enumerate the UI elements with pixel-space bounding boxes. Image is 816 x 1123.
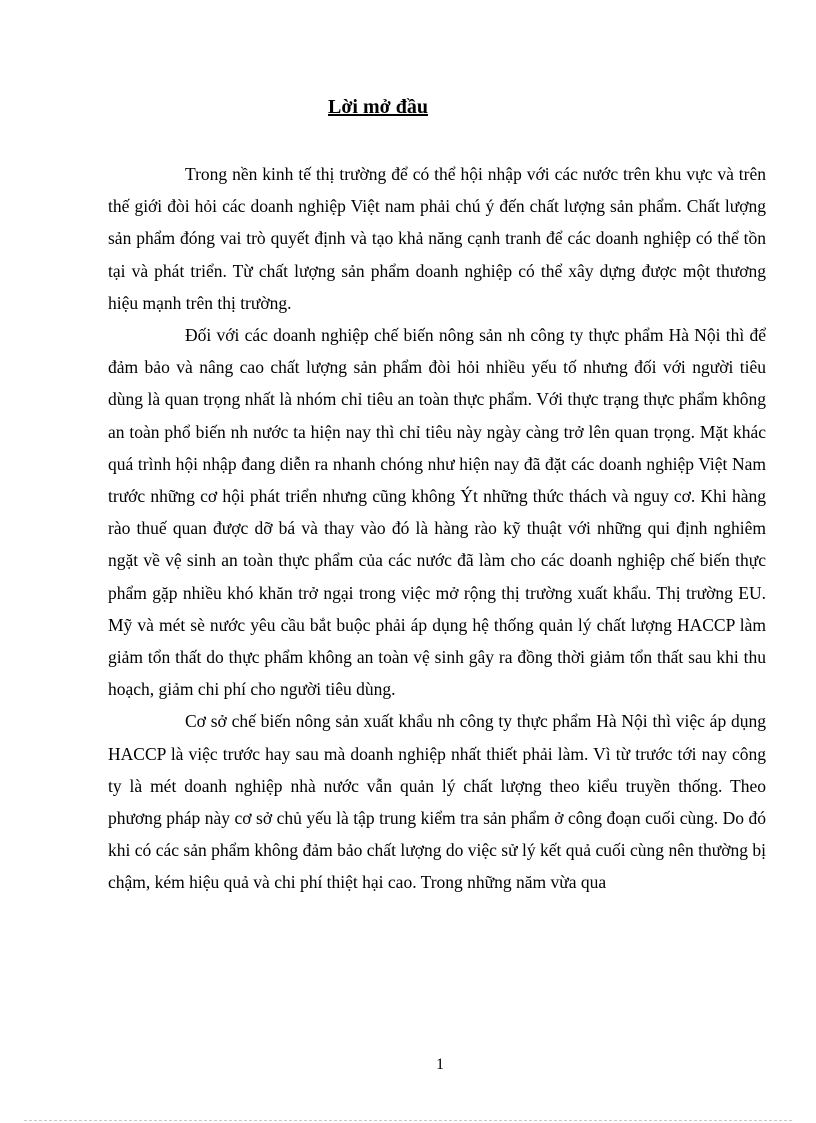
page-bottom-divider	[24, 1120, 792, 1121]
page-number: 1	[436, 1056, 444, 1073]
document-title: Lời mở đầu	[328, 96, 428, 118]
paragraph-3: Cơ sở chế biến nông sản xuất khẩu nh công ty thực phẩm Hà Nội thì việc áp dụng HACCP là việc trước hay sau mà doanh nghiệp nhất thiết phải làm. Vì từ trước tới nay công ty là mét doanh nghiệp nhà nước vẫn quản lý chất lượng theo kiểu truyền thống. Theo phương pháp này cơ sở chủ yếu là tập trung kiểm tra sản phẩm ở công đoạn cuối cùng. Do đó khi có các sản phẩm không đảm bảo chất lượng do việc sử lý kết quả cuối cùng nên thường bị chậm, kém hiệu quả và chi phí thiệt hại cao. Trong những năm vừa qua	[108, 711, 766, 893]
document-body	[108, 158, 766, 899]
paragraph-2: Đối với các doanh nghiệp chế biến nông sản nh công ty thực phẩm Hà Nội thì để đảm bảo và nâng cao chất lượng sản phẩm đòi hỏi nhiều yếu tố nhưng đối với người tiêu dùng là quan trọng nhất là nhóm chỉ tiêu an toàn thực phẩm. Với thực trạng thực phẩm không an toàn phổ biến nh nước ta hiện nay thì chỉ tiêu này ngày càng trở lên quan trọng. Mặt khác quá trình hội nhập đang diễn ra nhanh chóng như hiện nay đã đặt các doanh nghiệp Việt Nam trước những cơ hội phát triển nhưng cũng không Ýt những thức thách và nguy cơ. Khi hàng rào thuế quan được dỡ bá và thay vào đó là hàng rào kỹ thuật với những qui định nghiêm ngặt về vệ sinh an toàn thực phẩm của các nước đã làm cho các doanh nghiệp chế biến thực phẩm gặp nhiều khó khăn trở ngại trong việc mở rộng thị trường xuất khẩu. Thị trường EU. Mỹ và mét sè nước yêu cầu bắt buộc phải áp dụng hệ thống quản lý chất lượng HACCP làm giảm tổn thất do thực phẩm không an toàn vệ sinh gây ra đồng thời giảm tổn thất sau khi thu hoạch, giảm chi phí cho người tiêu dùng.	[108, 325, 766, 700]
paragraph-1: Trong nền kinh tế thị trường để có thể hội nhập với các nước trên khu vực và trên thế giới đòi hỏi các doanh nghiệp Việt nam phải chú ý đến chất lượng sản phẩm. Chất lượng sản phẩm đóng vai trò quyết định và tạo khả năng cạnh tranh để các doanh nghiệp có thể tồn tại và phát triển. Từ chất lượng sản phẩm doanh nghiệp có thể xây dựng được một thương hiệu mạnh trên thị trường.	[108, 164, 766, 313]
